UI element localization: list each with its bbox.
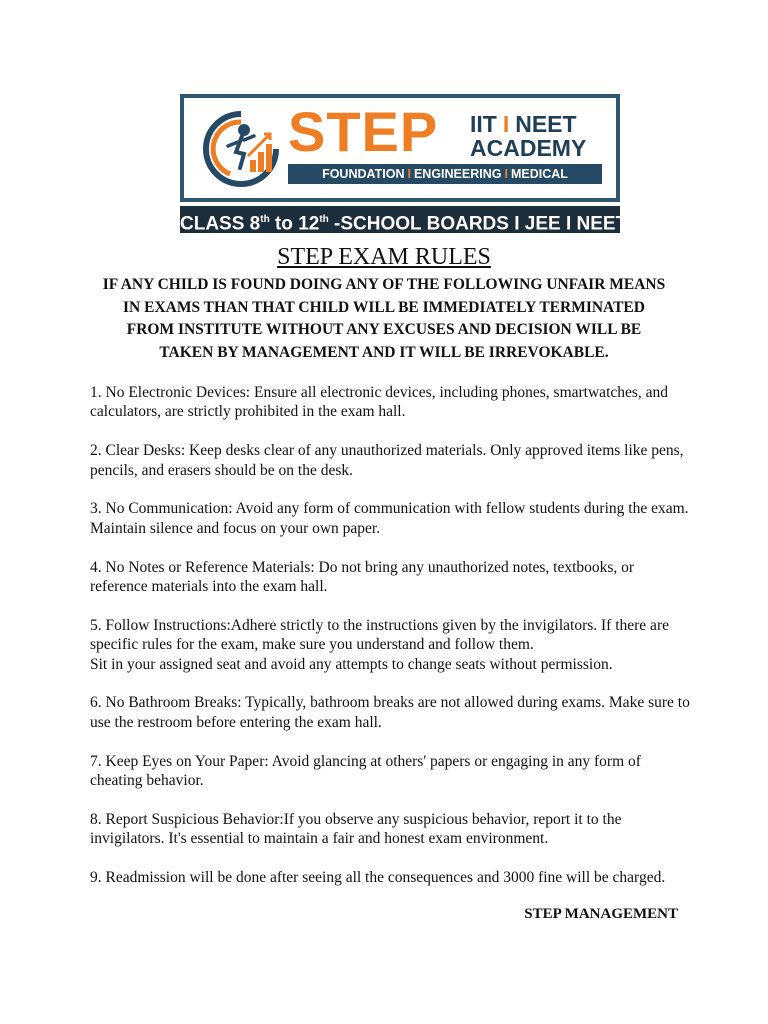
- tagline-engineering: ENGINEERING: [413, 167, 502, 181]
- rule-7: 7. Keep Eyes on Your Paper: Avoid glancing at others' papers or engaging in any form of cheating behavior.: [90, 752, 641, 790]
- brand-separator: I: [502, 111, 510, 137]
- academy-logo-banner: [180, 94, 620, 202]
- step-logo-icon: [200, 108, 282, 190]
- rules-list: [90, 383, 690, 887]
- brand-subtitle: [470, 112, 586, 160]
- class-range-bar: [180, 206, 628, 235]
- rule-2: 2. Clear Desks: Keep desks clear of any unauthorized materials. Only approved items like pens, pencils, and erasers should be on the desk.: [90, 442, 684, 479]
- rule-9: 9. Readmission will be done after seeing all the consequences and 3000 fine will be charged.: [90, 869, 666, 887]
- brand-line-1: [470, 112, 586, 136]
- class-suffix: -SCHOOL BOARDS I JEE I NEET: [328, 213, 628, 235]
- rule-6: 6. No Bathroom Breaks: Typically, bathroom breaks are not allowed during exams. Make sure to use the restroom before entering the exam hall.: [90, 694, 690, 731]
- tagline-foundation: FOUNDATION: [322, 167, 405, 181]
- tagline-separator-1: I: [407, 167, 411, 181]
- class-mid: to 12: [269, 213, 320, 235]
- brand-academy: ACADEMY: [470, 135, 587, 161]
- rule-5-continued: Sit in your assigned seat and avoid any attempts to change seats without permission.: [90, 655, 613, 673]
- brand-iit: IIT: [470, 111, 497, 137]
- class-sup-1: th: [260, 214, 270, 225]
- brand-neet: NEET: [515, 111, 577, 137]
- rule-3: 3. No Communication: Avoid any form of communication with fellow students during the exam. Maintain silence and focus on your own paper.: [90, 500, 689, 537]
- tagline-medical: MEDICAL: [510, 167, 568, 181]
- class-sup-2: th: [319, 214, 329, 225]
- rule-5: 5. Follow Instructions:Adhere strictly to the instructions given by the invigilators. If there are specific rules for the exam, make sure you understand and follow them.: [90, 616, 669, 654]
- class-prefix: CLASS 8: [180, 213, 261, 235]
- signature: STEP MANAGEMENT: [524, 906, 678, 922]
- page-title-text: STEP EXAM RULES: [277, 244, 491, 270]
- tagline-separator-2: I: [504, 167, 508, 181]
- rule-8: 8. Report Suspicious Behavior:If you observe any suspicious behavior, report it to the invigilators. It's essential to maintain a fair and honest exam environment.: [90, 810, 622, 848]
- rule-1: 1. No Electronic Devices: Ensure all electronic devices, including phones, smartwatches, and calculators, are strictly prohibited in the exam hall.: [90, 384, 669, 421]
- page-title: [0, 243, 768, 271]
- warning-notice: IF ANY CHILD IS FOUND DOING ANY OF THE FOLLOWING UNFAIR MEANS IN EXAMS THAN THAT CHILD WILL BE IMMEDIATELY TERMINATED FROM INSTITUTE WITHOUT ANY EXCUSES AND DECISION WILL BE TAKEN BY MANAGEMENT AND IT WILL BE IRREVOKABLE.: [102, 276, 666, 361]
- brand-step-text: STEP: [288, 100, 439, 163]
- rule-4: 4. No Notes or Reference Materials: Do not bring any unauthorized notes, textbooks, or reference materials into the exam hall.: [90, 558, 635, 596]
- tagline-bar: [288, 164, 602, 184]
